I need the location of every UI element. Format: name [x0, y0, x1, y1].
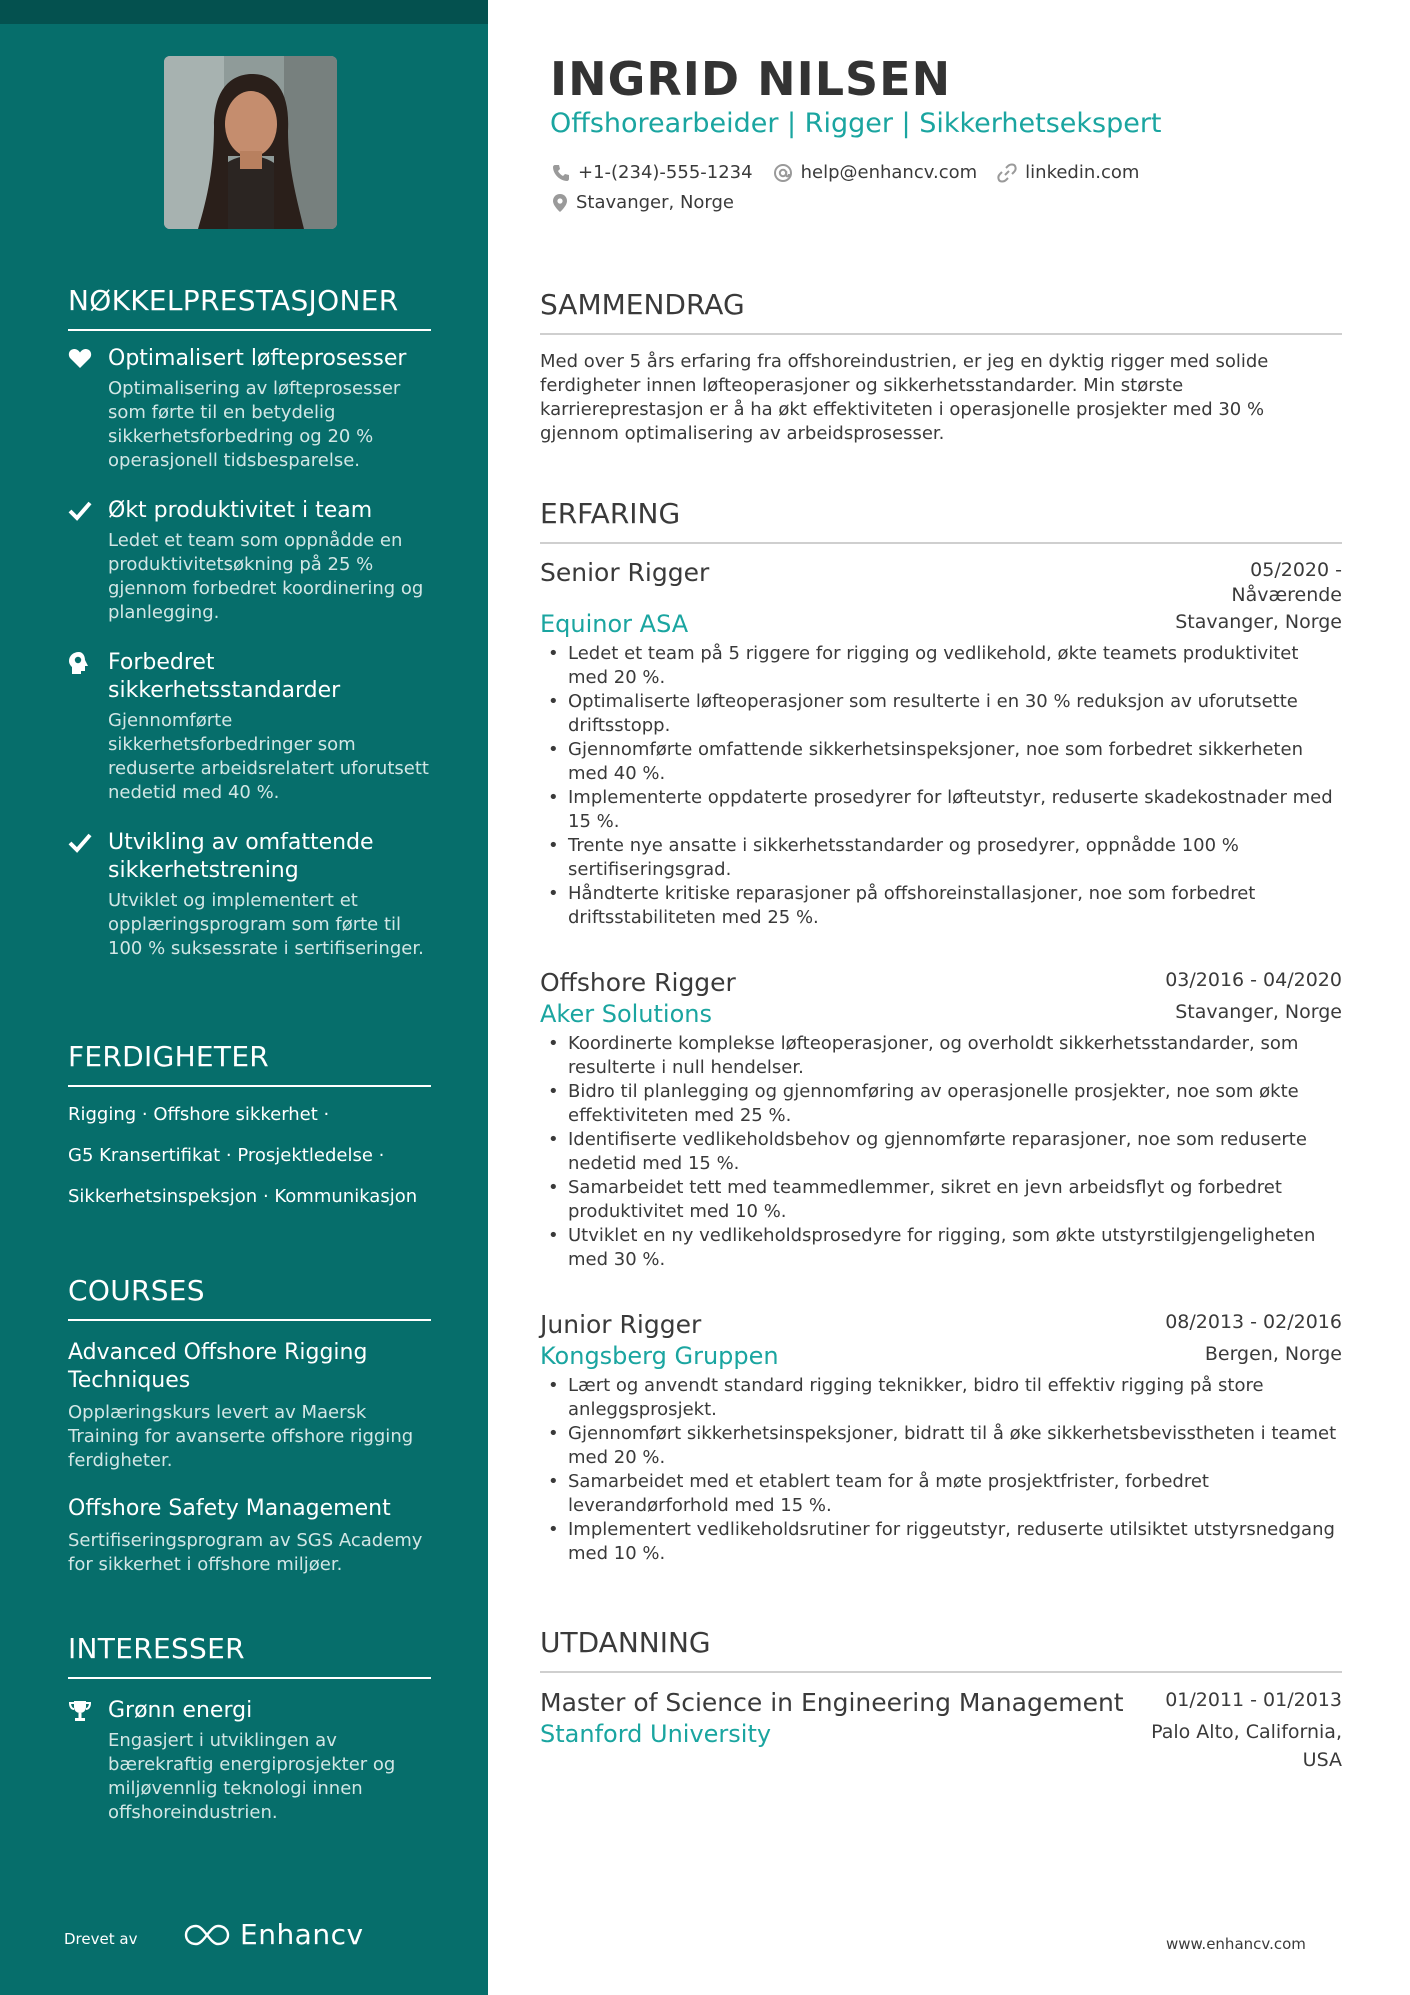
location-contact	[552, 192, 734, 213]
heart-icon	[68, 345, 108, 473]
interests-heading: INTERESSER	[68, 1632, 431, 1679]
at-icon	[773, 163, 793, 183]
education-entry	[540, 1688, 1342, 1774]
courses-heading: COURSES	[68, 1274, 431, 1321]
check-icon	[68, 497, 108, 625]
linkedin-link: linkedin.com	[1025, 162, 1140, 183]
job-bullet: • Samarbeidet tett med teammedlemmer, sikret en jevn arbeidsflyt og forbedret produktivitet med 10 %.	[540, 1176, 1342, 1224]
course-description: Sertifiseringsprogram av SGS Academy for sikkerhet i offshore miljøer.	[68, 1530, 423, 1575]
job-entry	[540, 968, 1342, 1272]
trophy-icon	[68, 1697, 108, 1825]
location-pin-icon	[552, 193, 568, 213]
course-item	[68, 1339, 431, 1473]
phone-number: +1-(234)-555-1234	[578, 162, 753, 183]
achievements-section	[68, 284, 431, 985]
profile-photo	[164, 56, 337, 229]
experience-heading: ERFARING	[540, 497, 1342, 544]
job-bullet: • Koordinerte komplekse løfteoperasjoner, og overholdt sikkerhetsstandarder, som resulterte i null hendelser.	[540, 1032, 1342, 1080]
job-company[interactable]: Aker Solutions	[540, 1000, 712, 1028]
skills-line: Sikkerhetsinspeksjon · Kommunikasjon	[68, 1186, 418, 1207]
job-location: Stavanger, Norge	[1175, 1001, 1342, 1023]
job-bullet: • Trente nye ansatte i sikkerhetsstandarder og prosedyrer, oppnådde 100 % sertifiseringsgrad.	[540, 834, 1342, 882]
achievement-item	[68, 649, 431, 805]
job-bullet: • Implementert vedlikeholdsrutiner for riggeutstyr, reduserte utilsiktet utstyrsnedgang med 10 %.	[540, 1518, 1342, 1566]
interest-item	[68, 1697, 431, 1825]
footer-url[interactable]: www.enhancv.com	[1166, 1935, 1306, 1953]
candidate-name: INGRID NILSEN	[550, 52, 952, 106]
brand-name: Enhancv	[240, 1918, 364, 1951]
email-address: help@enhancv.com	[800, 162, 978, 183]
job-bullet: • Ledet et team på 5 riggere for rigging og vedlikehold, økte teamets produktivitet med 20 %.	[540, 642, 1342, 690]
job-bullet: • Utviklet en ny vedlikeholdsprosedyre for rigging, som økte utstyrstilgjengeligheten med 30 %.	[540, 1224, 1342, 1272]
candidate-tagline: Offshorearbeider | Rigger | Sikkerhetsekspert	[550, 108, 1162, 139]
course-title: Offshore Safety Management	[68, 1496, 391, 1521]
job-title: Senior Rigger	[540, 558, 710, 587]
course-title: Advanced Offshore Rigging Techniques	[68, 1340, 368, 1393]
job-bullet: • Bidro til planlegging og gjennomføring av operasjonelle prosjekter, noe som økte effektiviteten med 25 %.	[540, 1080, 1342, 1128]
achievement-item	[68, 497, 431, 625]
job-date: 05/2020 - Nåværende	[1231, 559, 1342, 606]
job-date: 03/2016 - 04/2020	[1165, 969, 1342, 991]
school-name[interactable]: Stanford University	[540, 1720, 772, 1748]
courses-section	[68, 1274, 431, 1599]
summary-heading: SAMMENDRAG	[540, 288, 1342, 335]
achievement-title: Forbedret sikkerhetsstandarder	[108, 650, 341, 703]
link-icon	[997, 163, 1017, 183]
check-icon	[68, 829, 108, 961]
job-bullet: • Lært og anvendt standard rigging teknikker, bidro til effektiv rigging på store anleggsprosjekt.	[540, 1374, 1342, 1422]
achievement-item	[68, 829, 431, 961]
location-text: Stavanger, Norge	[576, 192, 735, 213]
course-item	[68, 1495, 431, 1577]
brand-logo[interactable]	[184, 1918, 364, 1951]
degree-title: Master of Science in Engineering Management	[540, 1688, 1124, 1717]
job-bullet: • Gjennomført sikkerhetsinspeksjoner, bidratt til å øke sikkerhetsbevisstheten i teamet med 20 %.	[540, 1422, 1342, 1470]
job-title: Offshore Rigger	[540, 968, 736, 997]
education-location: Palo Alto, California, USA	[1151, 1721, 1342, 1771]
skills-line: Rigging · Offshore sikkerhet ·	[68, 1104, 330, 1125]
skills-line: G5 Kransertifikat · Prosjektledelse ·	[68, 1145, 385, 1166]
contact-row	[552, 162, 1159, 183]
job-company[interactable]: Equinor ASA	[540, 610, 689, 638]
skills-section	[68, 1040, 431, 1226]
achievement-title: Utvikling av omfattende sikkerhetstrening	[108, 830, 374, 883]
achievement-item	[68, 345, 431, 473]
powered-by-label: Drevet av	[64, 1930, 138, 1948]
job-bullet: • Samarbeidet med et etablert team for å møte prosjektfrister, forbedret leverandørforhold med 15 %.	[540, 1470, 1342, 1518]
phone-icon	[552, 164, 570, 182]
job-bullet: • Optimaliserte løfteoperasjoner som resulterte i en 30 % reduksjon av uforutsette driftsstopp.	[540, 690, 1342, 738]
summary-text: Med over 5 års erfaring fra offshoreindustrien, er jeg en dyktig rigger med solide ferdigheter innen løfteoperasjoner og sikkerhetsstandarder. Min største karriereprestasjon er å ha økt effektiviteten i operasjonelle prosjekter med 30 % gjennom optimalisering av arbeidsprosesser.	[540, 351, 1269, 444]
job-bullet: • Gjennomførte omfattende sikkerhetsinspeksjoner, noe som forbedret sikkerheten med 40 %.	[540, 738, 1342, 786]
sidebar-top-bar	[0, 0, 488, 24]
linkedin-contact[interactable]	[997, 162, 1139, 183]
achievement-description: Ledet et team som oppnådde en produktivitetsøkning på 25 % gjennom forbedret koordinering og planlegging.	[108, 530, 424, 623]
interest-title: Grønn energi	[108, 1698, 253, 1723]
course-description: Opplæringskurs levert av Maersk Training for avanserte offshore rigging ferdigheter.	[68, 1402, 414, 1471]
interest-description: Engasjert i utviklingen av bærekraftig energiprosjekter og miljøvennlig teknologi innen offshoreindustrien.	[108, 1730, 396, 1823]
sidebar	[0, 0, 488, 1995]
job-date: 08/2013 - 02/2016	[1165, 1311, 1342, 1333]
achievement-description: Gjennomførte sikkerhetsforbedringer som reduserte arbeidsrelatert uforutsett nedetid med 40 %.	[108, 710, 429, 803]
education-date: 01/2011 - 01/2013	[1165, 1689, 1342, 1711]
location-row	[552, 192, 754, 213]
job-bullets	[540, 1032, 1342, 1272]
phone-contact[interactable]	[552, 162, 753, 183]
education-heading: UTDANNING	[540, 1626, 1342, 1673]
job-bullet: • Håndterte kritiske reparasjoner på offshoreinstallasjoner, noe som forbedret driftsstabiliteten med 25 %.	[540, 882, 1342, 930]
email-contact[interactable]	[773, 162, 978, 183]
job-location: Bergen, Norge	[1204, 1343, 1342, 1365]
job-entry	[540, 1310, 1342, 1566]
skills-heading: FERDIGHETER	[68, 1040, 431, 1087]
achievements-heading: NØKKELPRESTASJONER	[68, 284, 431, 331]
job-entry	[540, 558, 1342, 930]
job-title: Junior Rigger	[540, 1310, 702, 1339]
achievement-description: Utviklet og implementert et opplæringsprogram som førte til 100 % suksessrate i sertifiseringer.	[108, 890, 424, 959]
job-bullet: • Implementerte oppdaterte prosedyrer for løfteutstyr, reduserte skadekostnader med 15 %.	[540, 786, 1342, 834]
enhancv-logo-icon	[184, 1923, 230, 1947]
achievement-title: Økt produktivitet i team	[108, 498, 373, 523]
achievement-description: Optimalisering av løfteprosesser som førte til en betydelig sikkerhetsforbedring og 20 % operasjonell tidsbesparelse.	[108, 378, 401, 471]
job-bullets	[540, 642, 1342, 930]
head-brain-icon	[68, 649, 108, 805]
achievement-title: Optimalisert løfteprosesser	[108, 346, 407, 371]
job-location: Stavanger, Norge	[1175, 611, 1342, 633]
job-company[interactable]: Kongsberg Gruppen	[540, 1342, 779, 1370]
job-bullets	[540, 1374, 1342, 1566]
interests-section	[68, 1632, 431, 1849]
job-bullet: • Identifiserte vedlikeholdsbehov og gjennomførte reparasjoner, noe som reduserte nedetid med 15 %.	[540, 1128, 1342, 1176]
